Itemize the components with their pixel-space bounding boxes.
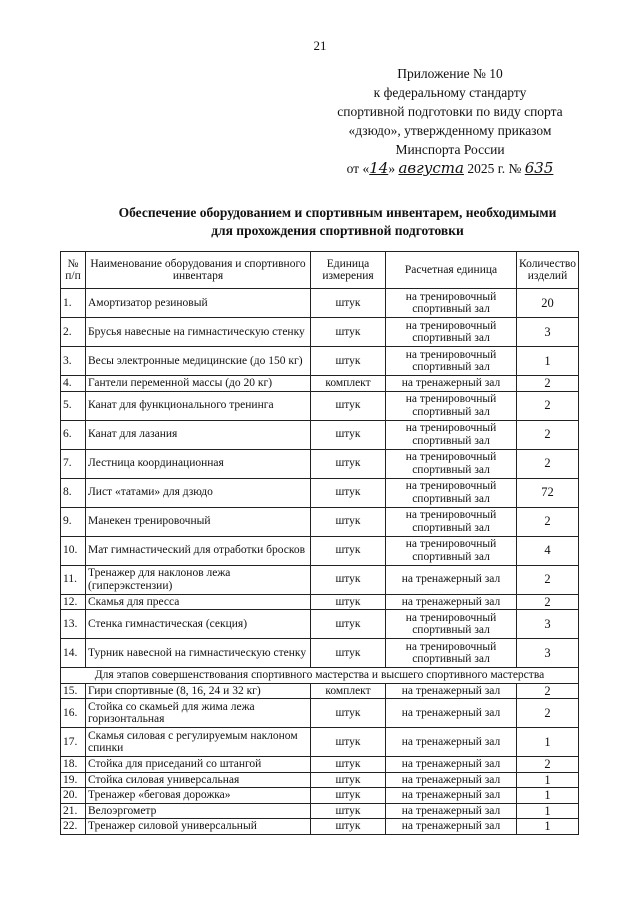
header-num: № п/п bbox=[61, 252, 86, 289]
table-row bbox=[61, 772, 579, 788]
cell-calc: на тренировочный спортивный зал bbox=[386, 347, 517, 376]
table-body-advanced bbox=[61, 683, 579, 834]
cell-qty: 1 bbox=[517, 788, 579, 804]
cell-name: Канат для лазания bbox=[86, 420, 311, 449]
table-row bbox=[61, 594, 579, 610]
cell-unit: штук bbox=[311, 420, 386, 449]
cell-num: 20. bbox=[61, 788, 86, 804]
cell-name: Брусья навесные на гимнастическую стенку bbox=[86, 318, 311, 347]
table-row bbox=[61, 507, 579, 536]
appendix-line: Приложение № 10 bbox=[397, 66, 503, 81]
cell-unit: штук bbox=[311, 594, 386, 610]
cell-unit: штук bbox=[311, 699, 386, 728]
cell-calc: на тренировочный спортивный зал bbox=[386, 420, 517, 449]
cell-calc: на тренировочный спортивный зал bbox=[386, 478, 517, 507]
section-label: Для этапов совершенствования спортивного мастерства и высшего спортивного мастерства bbox=[61, 668, 579, 684]
appendix-line: к федеральному стандарту bbox=[373, 85, 527, 100]
page-number: 21 bbox=[313, 38, 327, 53]
cell-num: 11. bbox=[61, 565, 86, 594]
cell-qty: 2 bbox=[517, 391, 579, 420]
cell-num: 16. bbox=[61, 699, 86, 728]
cell-num: 18. bbox=[61, 757, 86, 773]
cell-num: 7. bbox=[61, 449, 86, 478]
cell-qty: 2 bbox=[517, 594, 579, 610]
cell-num: 10. bbox=[61, 536, 86, 565]
cell-unit: штук bbox=[311, 803, 386, 819]
cell-unit: штук bbox=[311, 772, 386, 788]
cell-num: 2. bbox=[61, 318, 86, 347]
cell-qty: 4 bbox=[517, 536, 579, 565]
cell-qty: 2 bbox=[517, 449, 579, 478]
table-row bbox=[61, 728, 579, 757]
cell-qty: 2 bbox=[517, 757, 579, 773]
date-number: 635 bbox=[524, 159, 554, 177]
cell-qty: 1 bbox=[517, 347, 579, 376]
date-mid: » bbox=[388, 161, 396, 176]
table-row bbox=[61, 819, 579, 835]
title-line: Обеспечение оборудованием и спортивным инвентарем, необходимыми bbox=[118, 205, 557, 220]
appendix-line: «дзюдо», утвержденному приказом bbox=[348, 123, 552, 138]
cell-unit: штук bbox=[311, 819, 386, 835]
cell-name: Стойка силовая универсальная bbox=[86, 772, 311, 788]
appendix-date bbox=[300, 159, 600, 178]
table-row bbox=[61, 391, 579, 420]
cell-unit: штук bbox=[311, 318, 386, 347]
cell-qty: 1 bbox=[517, 803, 579, 819]
cell-num: 8. bbox=[61, 478, 86, 507]
cell-num: 4. bbox=[61, 376, 86, 392]
table-row bbox=[61, 699, 579, 728]
cell-num: 1. bbox=[61, 289, 86, 318]
cell-unit: штук bbox=[311, 449, 386, 478]
cell-name: Лист «татами» для дзюдо bbox=[86, 478, 311, 507]
table-body-general bbox=[61, 289, 579, 668]
cell-calc: на тренажерный зал bbox=[386, 788, 517, 804]
header-calc: Расчетная единица bbox=[386, 252, 517, 289]
cell-calc: на тренировочный спортивный зал bbox=[386, 449, 517, 478]
cell-calc: на тренировочный спортивный зал bbox=[386, 289, 517, 318]
cell-unit: штук bbox=[311, 757, 386, 773]
cell-unit: штук bbox=[311, 507, 386, 536]
title-line: для прохождения спортивной подготовки bbox=[211, 223, 464, 238]
equipment-table bbox=[60, 251, 579, 835]
table-row bbox=[61, 639, 579, 668]
cell-qty: 20 bbox=[517, 289, 579, 318]
cell-qty: 2 bbox=[517, 420, 579, 449]
cell-calc: на тренировочный спортивный зал bbox=[386, 610, 517, 639]
cell-unit: штук bbox=[311, 347, 386, 376]
cell-unit: штук bbox=[311, 639, 386, 668]
cell-calc: на тренажерный зал bbox=[386, 728, 517, 757]
cell-name: Весы электронные медицинские (до 150 кг) bbox=[86, 347, 311, 376]
cell-unit: штук bbox=[311, 536, 386, 565]
table-row bbox=[61, 478, 579, 507]
cell-num: 6. bbox=[61, 420, 86, 449]
cell-unit: штук bbox=[311, 728, 386, 757]
date-year: 2025 г. № bbox=[467, 161, 522, 176]
cell-calc: на тренажерный зал bbox=[386, 819, 517, 835]
cell-calc: на тренажерный зал bbox=[386, 376, 517, 392]
cell-num: 12. bbox=[61, 594, 86, 610]
table-row bbox=[61, 376, 579, 392]
cell-name: Тренажер силовой универсальный bbox=[86, 819, 311, 835]
cell-calc: на тренажерный зал bbox=[386, 683, 517, 699]
cell-calc: на тренировочный спортивный зал bbox=[386, 318, 517, 347]
cell-unit: штук bbox=[311, 289, 386, 318]
cell-num: 17. bbox=[61, 728, 86, 757]
header-unit: Единица измерения bbox=[311, 252, 386, 289]
cell-unit: штук bbox=[311, 565, 386, 594]
cell-name: Стойка для приседаний со штангой bbox=[86, 757, 311, 773]
cell-name: Стенка гимнастическая (секция) bbox=[86, 610, 311, 639]
cell-num: 9. bbox=[61, 507, 86, 536]
cell-name: Стойка со скамьей для жима лежа горизонтальная bbox=[86, 699, 311, 728]
appendix-line: Минспорта России bbox=[395, 142, 505, 157]
cell-qty: 2 bbox=[517, 507, 579, 536]
appendix-line: спортивной подготовки по виду спорта bbox=[337, 104, 563, 119]
cell-calc: на тренажерный зал bbox=[386, 565, 517, 594]
cell-unit: штук bbox=[311, 391, 386, 420]
cell-calc: на тренажерный зал bbox=[386, 699, 517, 728]
cell-name: Тренажер «беговая дорожка» bbox=[86, 788, 311, 804]
cell-qty: 3 bbox=[517, 639, 579, 668]
table-row bbox=[61, 420, 579, 449]
table-row bbox=[61, 803, 579, 819]
cell-name: Манекен тренировочный bbox=[86, 507, 311, 536]
cell-qty: 72 bbox=[517, 478, 579, 507]
cell-num: 3. bbox=[61, 347, 86, 376]
cell-qty: 1 bbox=[517, 728, 579, 757]
cell-unit: штук bbox=[311, 478, 386, 507]
cell-num: 21. bbox=[61, 803, 86, 819]
table-header-row bbox=[61, 252, 579, 289]
cell-calc: на тренировочный спортивный зал bbox=[386, 507, 517, 536]
table-row bbox=[61, 610, 579, 639]
cell-calc: на тренировочный спортивный зал bbox=[386, 639, 517, 668]
header-name: Наименование оборудования и спортивного инвентаря bbox=[86, 252, 311, 289]
table-row bbox=[61, 347, 579, 376]
cell-calc: на тренажерный зал bbox=[386, 594, 517, 610]
table-row bbox=[61, 565, 579, 594]
cell-name: Скамья для пресса bbox=[86, 594, 311, 610]
table-row bbox=[61, 536, 579, 565]
cell-qty: 2 bbox=[517, 699, 579, 728]
cell-calc: на тренировочный спортивный зал bbox=[386, 391, 517, 420]
cell-num: 15. bbox=[61, 683, 86, 699]
cell-name: Скамья силовая с регулируемым наклоном спинки bbox=[86, 728, 311, 757]
cell-qty: 2 bbox=[517, 683, 579, 699]
cell-name: Турник навесной на гимнастическую стенку bbox=[86, 639, 311, 668]
date-prefix: от « bbox=[346, 161, 370, 176]
date-day: 14 bbox=[369, 159, 389, 177]
cell-name: Мат гимнастический для отработки бросков bbox=[86, 536, 311, 565]
cell-unit: штук bbox=[311, 788, 386, 804]
cell-qty: 3 bbox=[517, 610, 579, 639]
cell-qty: 2 bbox=[517, 565, 579, 594]
cell-num: 19. bbox=[61, 772, 86, 788]
cell-num: 14. bbox=[61, 639, 86, 668]
cell-unit: комплект bbox=[311, 683, 386, 699]
cell-calc: на тренировочный спортивный зал bbox=[386, 536, 517, 565]
table-row bbox=[61, 289, 579, 318]
cell-calc: на тренажерный зал bbox=[386, 757, 517, 773]
appendix-header bbox=[300, 64, 600, 178]
cell-num: 13. bbox=[61, 610, 86, 639]
cell-unit: штук bbox=[311, 610, 386, 639]
cell-name: Канат для функционального тренинга bbox=[86, 391, 311, 420]
cell-calc: на тренажерный зал bbox=[386, 803, 517, 819]
cell-unit: комплект bbox=[311, 376, 386, 392]
date-month: августа bbox=[398, 159, 464, 177]
cell-qty: 1 bbox=[517, 772, 579, 788]
cell-num: 22. bbox=[61, 819, 86, 835]
cell-qty: 1 bbox=[517, 819, 579, 835]
table-row bbox=[61, 788, 579, 804]
header-qty: Количество изделий bbox=[517, 252, 579, 289]
cell-name: Велоэргометр bbox=[86, 803, 311, 819]
cell-qty: 2 bbox=[517, 376, 579, 392]
table-row bbox=[61, 683, 579, 699]
cell-qty: 3 bbox=[517, 318, 579, 347]
cell-name: Лестница координационная bbox=[86, 449, 311, 478]
cell-num: 5. bbox=[61, 391, 86, 420]
cell-name: Тренажер для наклонов лежа (гиперэкстензии) bbox=[86, 565, 311, 594]
document-title bbox=[40, 204, 635, 240]
cell-name: Гантели переменной массы (до 20 кг) bbox=[86, 376, 311, 392]
table-row bbox=[61, 318, 579, 347]
cell-name: Гири спортивные (8, 16, 24 и 32 кг) bbox=[86, 683, 311, 699]
cell-calc: на тренажерный зал bbox=[386, 772, 517, 788]
table-row bbox=[61, 449, 579, 478]
table-row bbox=[61, 757, 579, 773]
cell-name: Амортизатор резиновый bbox=[86, 289, 311, 318]
section-row bbox=[61, 668, 579, 684]
